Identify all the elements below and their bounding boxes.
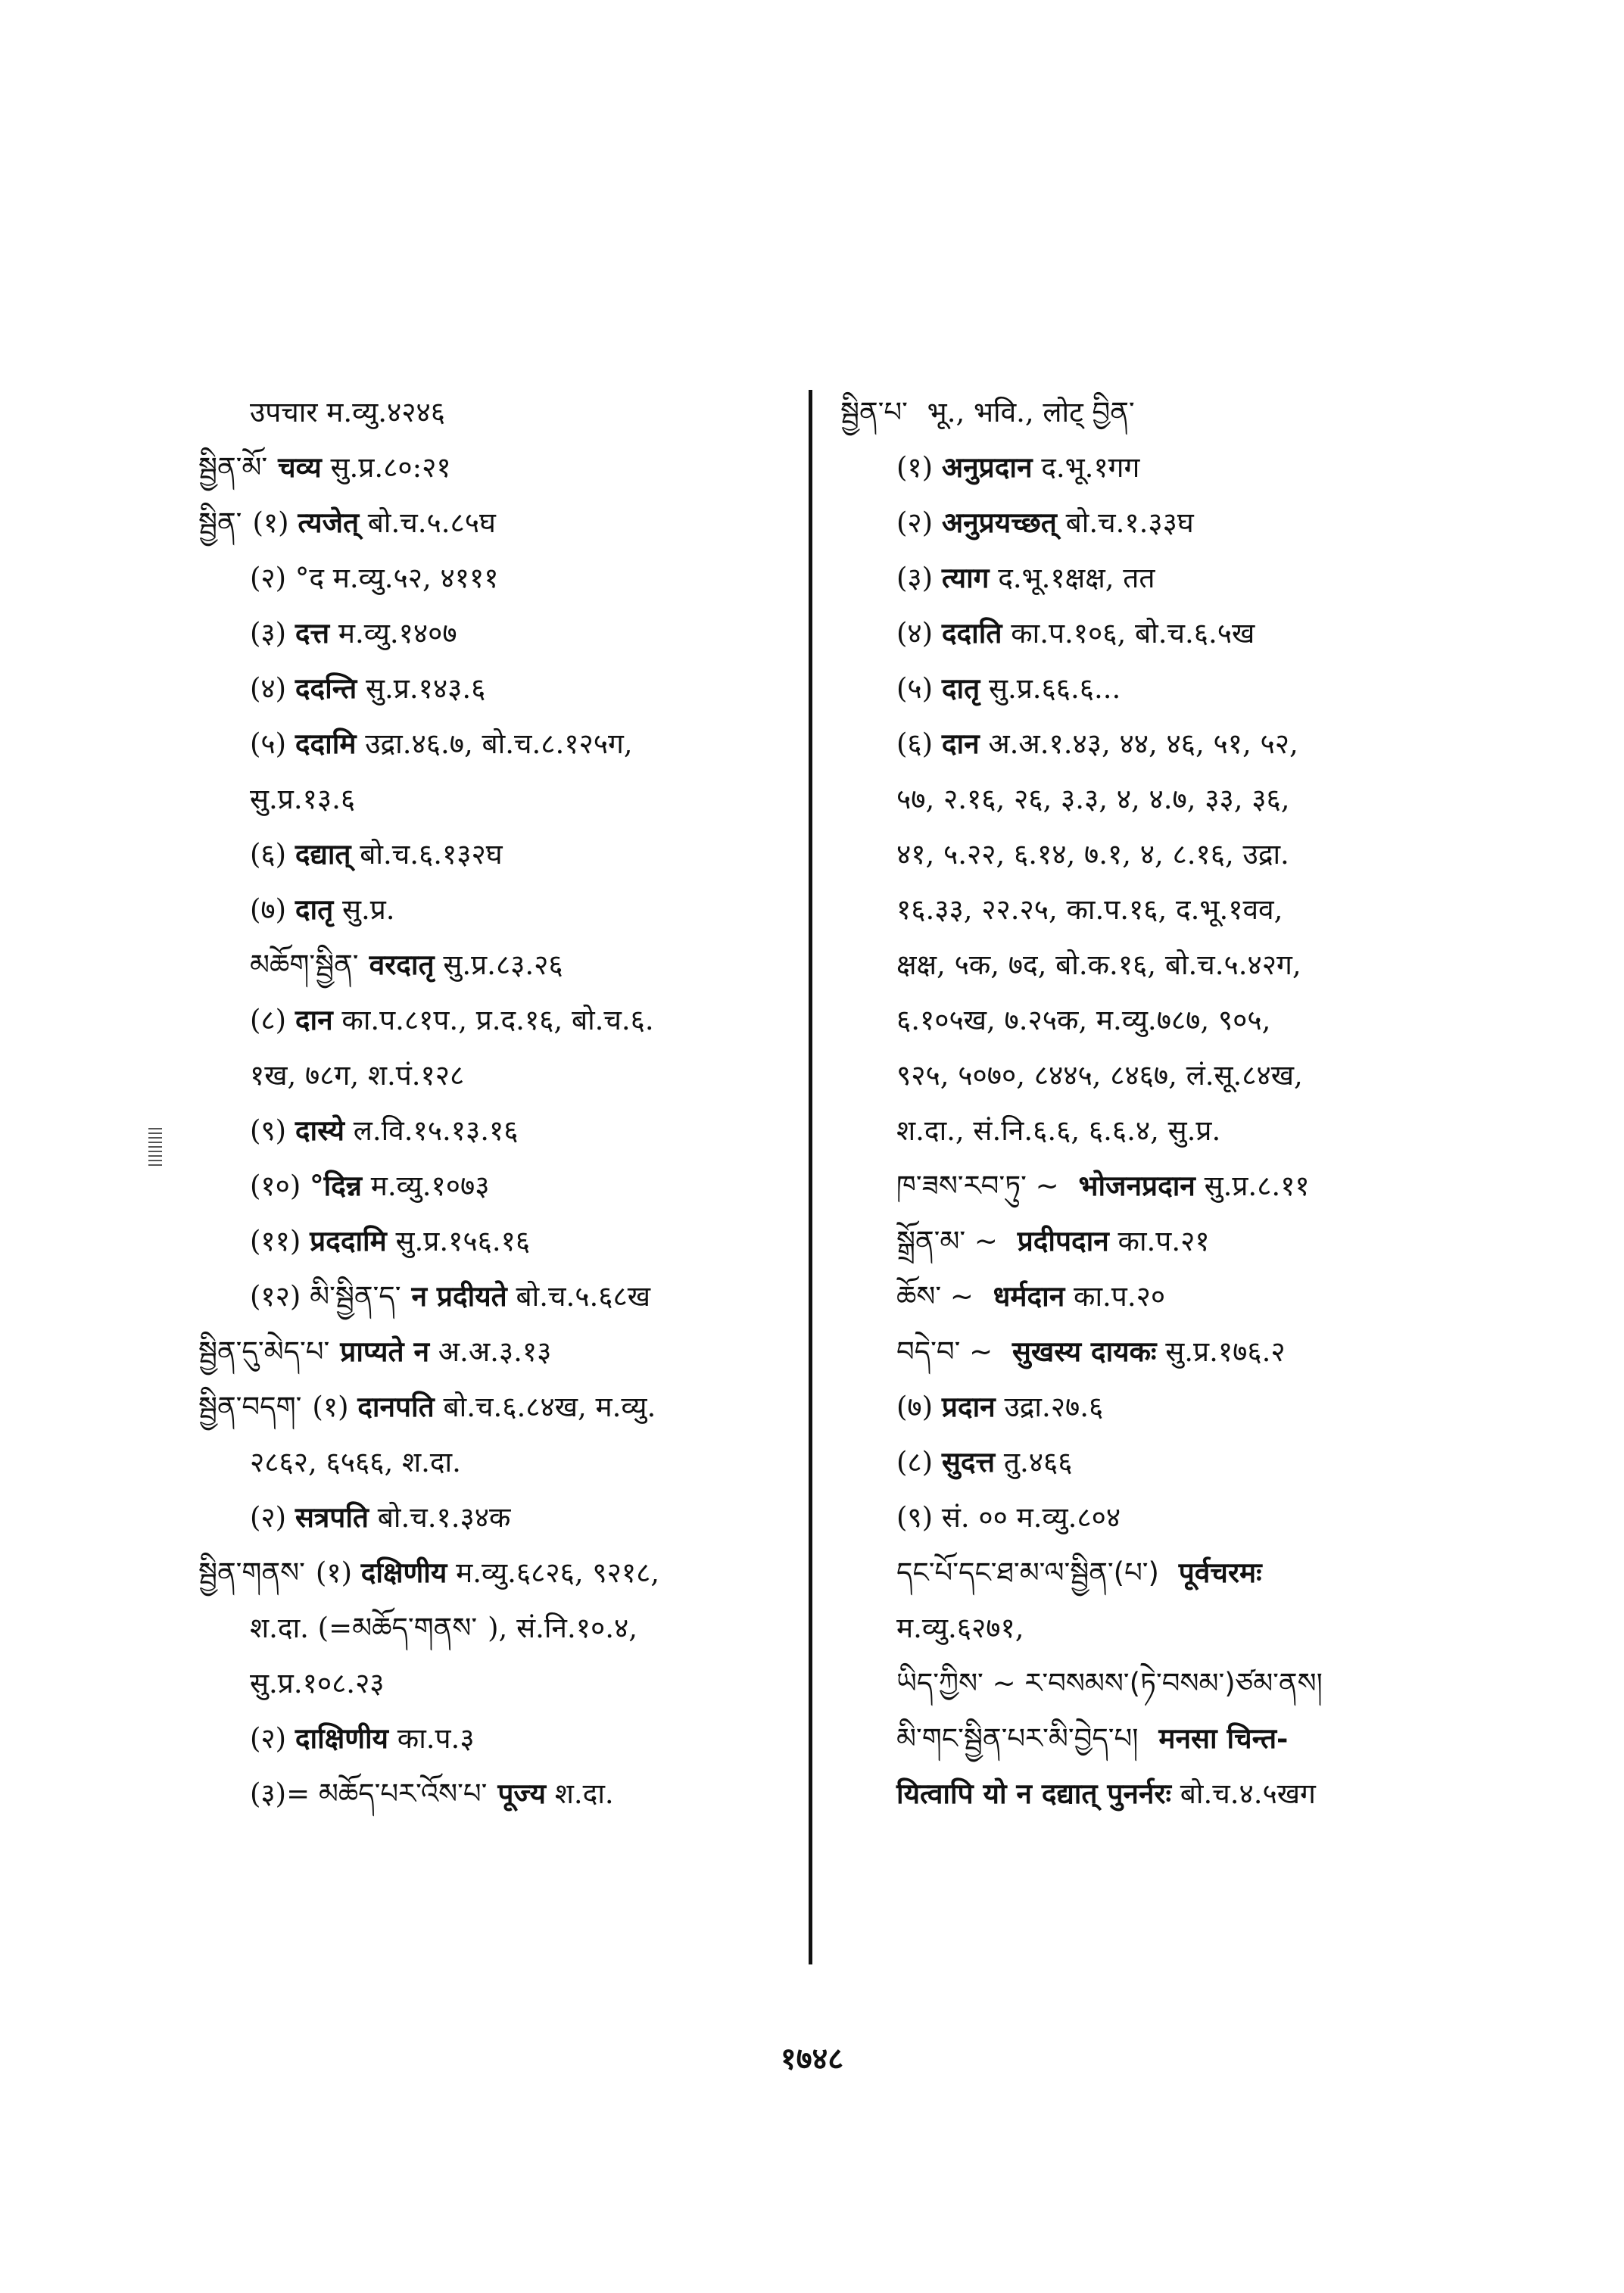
entry-line (840, 606, 1598, 661)
entry-line (840, 1490, 1598, 1545)
entry-text: (२) (250, 1501, 295, 1534)
entry-text: क्षक्ष, ५क, ७द, बो.क.१६, बो.च.५.४२ग, (896, 949, 1301, 981)
entry-text: म.व्यु.६२७१, (896, 1612, 1024, 1644)
entry-text: भोजनप्रदान (1078, 1169, 1195, 1202)
entry-text: (८) (896, 1446, 942, 1478)
entry-text: (१) (896, 451, 942, 484)
tibetan-term: སྦྱིན་པ་ (840, 396, 908, 428)
entry-text: (९) (250, 1114, 295, 1147)
entry-line (840, 1600, 1598, 1656)
entry-text: प्रदीपदान (1017, 1224, 1109, 1257)
entry-text: श.दा. (= (250, 1612, 353, 1644)
entry-text: (९) सं. ०० म.व्यु.८०४ (896, 1501, 1121, 1534)
entry-text: म.व्यु.१०७३ (361, 1170, 490, 1202)
tibetan-term: སྦྱིན་དུ་མེད་པ་ (198, 1335, 330, 1368)
entry-text: सुदत्त (941, 1445, 996, 1478)
entry-text: सत्रपति (295, 1500, 369, 1534)
tibetan-term: དང་པོ་དང་ཐ་མ་ལ་སྦྱིན་(པ་) (896, 1556, 1159, 1589)
entry-text: ), सं.नि.१०.४, (488, 1612, 637, 1644)
entry-line (840, 1766, 1598, 1821)
entry-text: सु.प्र.६६.६... (980, 672, 1121, 705)
entry-text: बो.च.५.६८ख (507, 1280, 650, 1313)
entry-text: पूर्वचरमः (1178, 1556, 1262, 1589)
entry-text: उद्रा.२७.६ (995, 1391, 1104, 1423)
entry-text: धर्मदान (993, 1279, 1065, 1313)
entry-text: उद्रा.४६.७, बो.च.८.१२५ग, (356, 727, 633, 760)
entry-text: (१) (315, 1556, 361, 1589)
entry-text: (१) (312, 1391, 358, 1423)
entry-text: श.दा. (546, 1777, 614, 1810)
entry-text: दत्त (295, 616, 330, 650)
entry-line (840, 385, 1598, 440)
entry-line (840, 827, 1598, 882)
entry-text: (६) (896, 727, 942, 760)
entry-text: द.भू.१क्षक्ष, तत (989, 562, 1155, 594)
entry-text: अनुप्रयच्छत् (941, 506, 1057, 539)
entry-text: अनुप्रदान (941, 450, 1033, 484)
entry-text: बो.च.४.५खग (1171, 1777, 1316, 1810)
right-column (840, 385, 1598, 1821)
tibetan-term: མི་སྦྱིན་ད་ (310, 1280, 401, 1313)
entry-text: (११) (250, 1225, 310, 1257)
entry-line (840, 1103, 1598, 1158)
entry-text: त्याग (941, 561, 990, 594)
entry-text: (१) (252, 506, 298, 539)
entry-line (840, 1711, 1598, 1766)
entry-text: अ.अ.१.४३, ४४, ४६, ५१, ५२, (979, 727, 1298, 760)
entry-text: श.दा., सं.नि.६.६, ६.६.४, सु.प्र. (896, 1114, 1221, 1147)
tibetan-term: མཆོད་པར་འོས་པ་ (318, 1777, 488, 1810)
entry-text: त्यजेत् (298, 506, 360, 539)
entry-text: दान (941, 727, 980, 760)
entry-text: °दिन्न (310, 1169, 362, 1202)
entry-text: १६.३३, २२.२५, का.प.१६, द.भू.१वव, (896, 893, 1283, 926)
tibetan-term: སྦྱིན་བདག་ (198, 1391, 302, 1423)
entry-line (840, 716, 1598, 771)
entry-text: सु.प्र.१०८.२३ (250, 1667, 385, 1699)
entry-text: ५७, २.१६, २६, ३.३, ४, ४.७, ३३, ३६, (896, 783, 1290, 815)
entry-text: दद्यात् (295, 837, 351, 871)
entry-line (840, 771, 1598, 827)
entry-line (840, 1158, 1598, 1213)
entry-text: सु.प्र.१५६.१६ (386, 1225, 531, 1257)
entry-text: बो.च.५.८५घ (359, 506, 496, 539)
entry-text: का.प.८१प., प्र.द.१६, बो.च.६. (332, 1004, 654, 1036)
entry-text: (५) (250, 727, 295, 760)
entry-text: सु.प्र.१४३.६ (357, 672, 486, 705)
entry-text: दान (295, 1003, 333, 1036)
entry-line (840, 937, 1598, 992)
entry-text: पूज्य (497, 1777, 546, 1810)
entry-text: यित्वापि यो न दद्यात् पुनर्नरः (896, 1777, 1172, 1810)
tibetan-term: ཆོས་ ~ (896, 1280, 983, 1313)
entry-text: भू., भवि., लोट् (918, 396, 1093, 428)
entry-text: बो.च.१.३४क (369, 1501, 511, 1534)
entry-text: दास्ये (295, 1114, 344, 1147)
entry-text: सु.प्र.१७६.२ (1156, 1335, 1286, 1368)
entry-text: म.व्यु.६८२६, ९२१८, (447, 1556, 660, 1589)
entry-text: (१२) (250, 1280, 310, 1313)
entry-line (840, 440, 1598, 495)
entry-text: सु.प्र.८०:२१ (321, 451, 451, 484)
tibetan-term: བྱིན་ (1092, 396, 1135, 428)
entry-text (1170, 1556, 1179, 1589)
entry-text: सुखस्य दायकः (1011, 1335, 1157, 1368)
tibetan-term: སྒྲོན་མ་ ~ (896, 1225, 1007, 1257)
entry-line (840, 661, 1598, 716)
entry-text: दानपति (357, 1390, 435, 1423)
entry-text: न प्रदीयते (411, 1279, 507, 1313)
entry-text: द.भू.१गग (1032, 451, 1140, 484)
entry-text: म.व्यु.१४०७ (329, 617, 457, 650)
entry-text: प्राप्यते न (340, 1335, 430, 1368)
entry-text: बो.च.६.१३२घ (351, 838, 503, 871)
entry-text: चव्य (278, 450, 322, 484)
margin-mark (148, 1128, 162, 1167)
entry-line (840, 1435, 1598, 1490)
entry-text: बो.च.१.३३घ (1056, 506, 1194, 539)
entry-text: प्रददामि (310, 1224, 387, 1257)
entry-text: तु.४६६ (995, 1446, 1073, 1478)
entry-text: अ.अ.३.१३ (429, 1335, 552, 1368)
tibetan-term: ཁ་ཟས་རབ་ཏུ་ ~ (896, 1170, 1068, 1202)
entry-text: (६) (250, 838, 295, 871)
entry-line (840, 1379, 1598, 1435)
entry-text: (७) (896, 1391, 942, 1423)
entry-text: सु.प्र.८.११ (1195, 1170, 1310, 1202)
entry-line (840, 1213, 1598, 1269)
tibetan-term: སྦྱིན་གནས་ (198, 1556, 305, 1589)
entry-line (840, 1656, 1598, 1711)
entry-text: वरदातृ (369, 948, 435, 981)
tibetan-term: མཆོད་གནས་ (352, 1612, 478, 1644)
entry-text: (२) °द म.व्यु.५२, ४१११ (250, 562, 499, 594)
entry-line (840, 1269, 1598, 1324)
tibetan-term: སྦྱིན་ (198, 506, 242, 539)
entry-text: ददामि (295, 727, 357, 760)
tibetan-term: ཡིད་ཀྱིས་ ~ ར་བསམས་(ཏེ་བསམ་)ཙམ་ནས། (896, 1667, 1323, 1699)
entry-text: दातृ (941, 671, 980, 705)
entry-text: ल.वि.१५.१३.१६ (344, 1114, 519, 1147)
entry-text: (२) (896, 506, 942, 539)
entry-text: (७) (250, 893, 295, 926)
tibetan-term: མི་གང་སྦྱིན་པར་མི་བྱེད་པ། (896, 1722, 1139, 1755)
entry-text: सु.प्र.१३.६ (250, 783, 356, 815)
entry-text: दक्षिणीय (360, 1556, 447, 1589)
page-number: १७४८ (780, 2041, 844, 2076)
entry-line (840, 1545, 1598, 1600)
entry-text: ददन्ति (295, 671, 357, 705)
tibetan-term: མཆོག་སྦྱིན་ (250, 949, 359, 981)
entry-text: ९२५, ५०७०, ८४४५, ८४६७, लं.सू.८४ख, (896, 1059, 1303, 1092)
entry-line (840, 495, 1598, 550)
entry-text: सु.प्र.८३.२६ (434, 949, 563, 981)
entry-text: दाक्षिणीय (295, 1721, 389, 1755)
entry-text: सु.प्र. (333, 893, 395, 926)
entry-text: बो.च.६.८४ख, म.व्यु. (434, 1391, 656, 1423)
entry-text: (३) (250, 617, 295, 650)
entry-line (840, 992, 1598, 1048)
entry-text: १ख, ७८ग, श.पं.१२८ (250, 1059, 465, 1092)
entry-text: (३) (896, 562, 942, 594)
entry-text: का.प.३ (388, 1722, 475, 1755)
entry-text: (३)= (250, 1777, 319, 1810)
entry-line (840, 882, 1598, 937)
entry-text: (८) (250, 1004, 295, 1036)
entry-text: प्रदान (941, 1390, 996, 1423)
entry-line (840, 1324, 1598, 1379)
entry-line (840, 550, 1598, 606)
entry-text: ६.१०५ख, ७.२५क, म.व्यु.७८७, ९०५, (896, 1004, 1271, 1036)
entry-text: उपचार म.व्यु.४२४६ (250, 396, 445, 428)
entry-text: (४) (896, 617, 942, 650)
entry-text: ददाति (941, 616, 1002, 650)
entry-text: ४१, ५.२२, ६.१४, ७.१, ४, ८.१६, उद्रा. (896, 838, 1289, 871)
entry-text: २८६२, ६५६६, श.दा. (250, 1446, 461, 1478)
entry-line (840, 1048, 1598, 1103)
tibetan-term: བདེ་བ་ ~ (896, 1335, 1002, 1368)
entry-text: (२) (250, 1722, 295, 1755)
entry-text: का.प.२० (1064, 1280, 1166, 1313)
entry-text: दातृ (295, 893, 334, 926)
column-divider (809, 390, 812, 1964)
entry-text: का.प.२१ (1108, 1225, 1210, 1257)
entry-text: (१०) (250, 1170, 310, 1202)
entry-text: मनसा चिन्त- (1149, 1721, 1289, 1755)
entry-text: (५) (896, 672, 942, 705)
tibetan-term: སྦྱིན་མོ་ (198, 451, 268, 484)
entry-text: (४) (250, 672, 295, 705)
entry-text: का.प.१०६, बो.च.६.५ख (1002, 617, 1255, 650)
